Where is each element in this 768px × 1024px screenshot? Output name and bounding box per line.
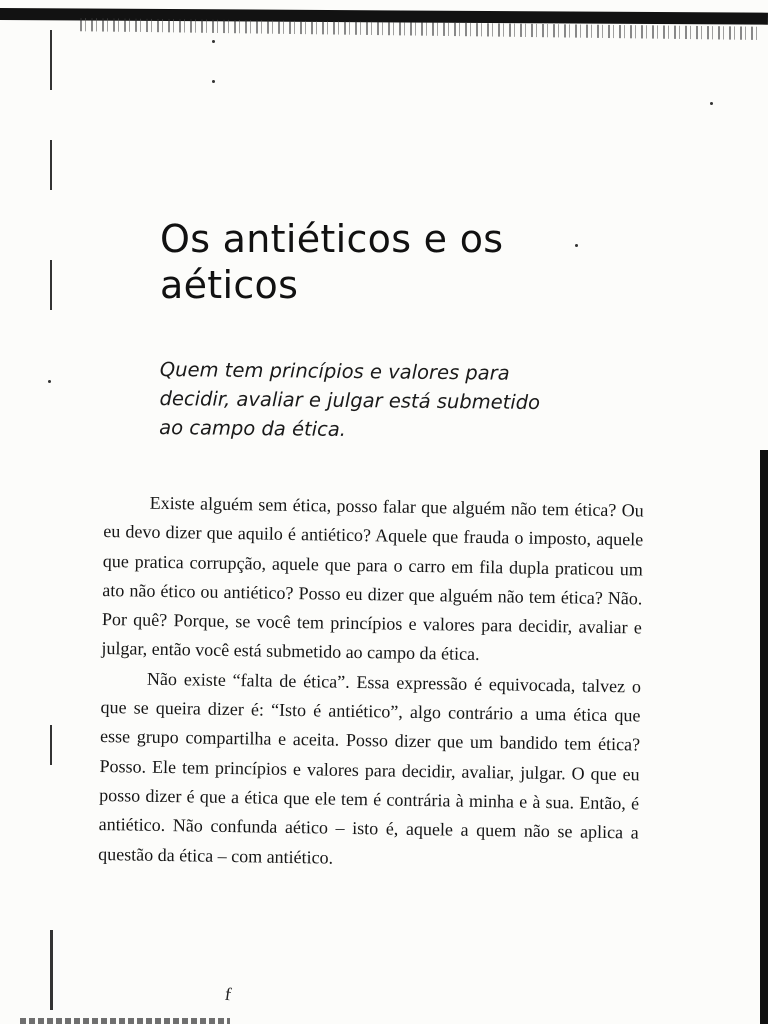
chapter-epigraph: Quem tem princípios e valores para decidir, avaliar e julgar está submetido ao campo da ética. <box>159 357 541 441</box>
body-text <box>98 488 644 877</box>
scan-right-edge <box>760 450 768 1024</box>
margin-mark <box>50 725 52 765</box>
scan-speck <box>48 380 51 383</box>
paragraph: Existe alguém sem ética, posso falar que alguém não tem ética? Ou eu devo dizer que aquilo é antiético? Aquele que frauda o imposto, aquele que pratica corrupção, aquele que para o carro em fila dupla praticou um ato não ético ou antiético? Posso eu dizer que alguém não tem ética? Não. Por quê? Porque, se você tem princípios e valores para decidir, avaliar e julgar, então você está submetido ao campo da ética. <box>101 492 644 665</box>
margin-mark <box>50 930 53 1010</box>
chapter-title: Os antiéticos e os aéticos <box>160 217 504 307</box>
paragraph: Não existe “falta de ética”. Essa expressão é equivocada, talvez o que se queira dizer é: “Isto é antiético”, algo contrário a uma ética que esse grupo compartilha e aceita. Posso dizer que um bandido tem ética? Posso. Ele tem princípios e valores para decidir, avaliar, julgar. O que eu posso dizer é que a ética que ele tem é contrária à minha e à sua. Então, é antiético. Não confunda aético – isto é, aquele a quem não se aplica a questão da ética – com antiético. <box>98 668 642 868</box>
margin-mark <box>50 140 52 190</box>
margin-mark <box>50 260 52 310</box>
scan-speck <box>212 40 215 43</box>
scan-speck <box>212 80 215 83</box>
scan-speck <box>710 102 713 105</box>
scan-bottom-strip <box>20 1018 230 1024</box>
page-mark: f <box>223 983 233 1005</box>
margin-mark <box>50 30 52 90</box>
